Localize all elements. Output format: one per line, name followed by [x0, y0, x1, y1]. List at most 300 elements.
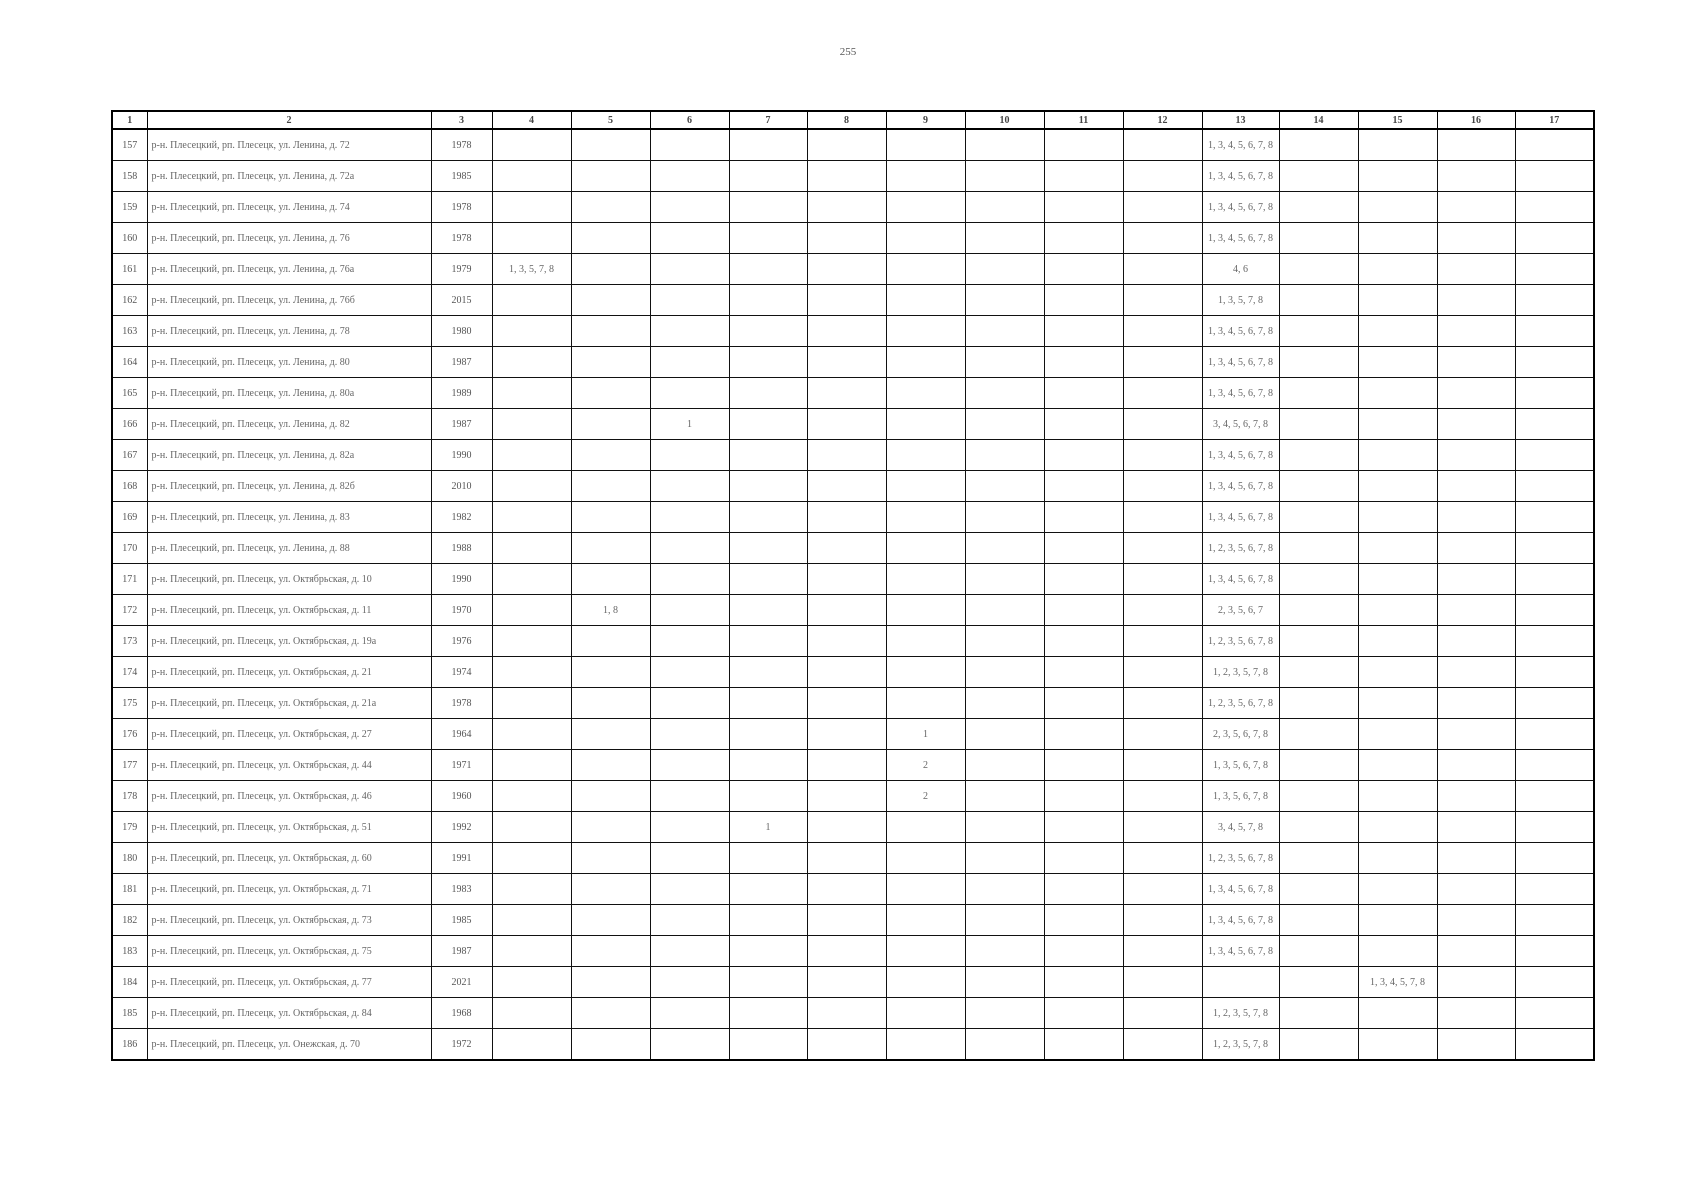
table-cell	[1515, 440, 1594, 471]
table-cell	[1279, 719, 1358, 750]
data-table	[111, 110, 1595, 1061]
table-row	[112, 905, 1594, 936]
address-cell: р-н. Плесецкий, рп. Плесецк, ул. Октябрьская, д. 73	[147, 905, 431, 936]
table-cell	[1044, 564, 1123, 595]
table-cell	[807, 936, 886, 967]
column-header: 11	[1044, 111, 1123, 129]
table-cell	[886, 936, 965, 967]
table-cell	[1515, 967, 1594, 998]
year-cell: 2021	[431, 967, 492, 998]
table-cell	[1515, 905, 1594, 936]
year-cell: 1968	[431, 998, 492, 1029]
table-cell	[1515, 781, 1594, 812]
table-cell: 1, 3, 4, 5, 6, 7, 8	[1202, 564, 1279, 595]
table-cell	[1358, 905, 1437, 936]
table-cell	[1123, 967, 1202, 998]
table-cell	[492, 905, 571, 936]
table-row	[112, 874, 1594, 905]
year-cell: 1970	[431, 595, 492, 626]
address-cell: р-н. Плесецкий, рп. Плесецк, ул. Октябрьская, д. 71	[147, 874, 431, 905]
row-number-cell: 165	[112, 378, 147, 409]
table-cell	[807, 719, 886, 750]
table-cell	[729, 967, 807, 998]
table-cell	[492, 595, 571, 626]
table-cell	[1044, 161, 1123, 192]
table-cell	[965, 129, 1044, 161]
table-cell	[571, 192, 650, 223]
year-cell: 1980	[431, 316, 492, 347]
table-cell	[886, 688, 965, 719]
table-cell	[1437, 719, 1515, 750]
table-cell	[1044, 781, 1123, 812]
table-cell	[650, 223, 729, 254]
address-cell: р-н. Плесецкий, рп. Плесецк, ул. Октябрьская, д. 21а	[147, 688, 431, 719]
table-cell	[1437, 781, 1515, 812]
table-cell	[965, 223, 1044, 254]
table-cell	[1515, 936, 1594, 967]
table-cell	[492, 378, 571, 409]
table-cell	[886, 409, 965, 440]
table-cell	[1437, 657, 1515, 688]
table-cell	[729, 223, 807, 254]
table-cell	[807, 905, 886, 936]
address-cell: р-н. Плесецкий, рп. Плесецк, ул. Ленина, д. 76а	[147, 254, 431, 285]
table-cell	[650, 1029, 729, 1061]
table-cell	[965, 564, 1044, 595]
table-cell	[1044, 285, 1123, 316]
table-cell	[650, 998, 729, 1029]
table-cell	[965, 1029, 1044, 1061]
table-cell	[1123, 688, 1202, 719]
table-cell	[571, 719, 650, 750]
column-header: 12	[1123, 111, 1202, 129]
table-cell: 4, 6	[1202, 254, 1279, 285]
table-cell	[807, 192, 886, 223]
table-cell	[807, 657, 886, 688]
table-cell	[729, 533, 807, 564]
table-cell	[1044, 129, 1123, 161]
table-cell: 1, 3, 4, 5, 6, 7, 8	[1202, 874, 1279, 905]
table-cell	[965, 533, 1044, 564]
table-cell: 2	[886, 781, 965, 812]
table-cell	[807, 378, 886, 409]
table-cell	[729, 471, 807, 502]
table-cell	[1044, 316, 1123, 347]
table-cell	[886, 967, 965, 998]
table-cell	[1123, 812, 1202, 843]
table-cell	[1515, 688, 1594, 719]
row-number-cell: 178	[112, 781, 147, 812]
table-row	[112, 564, 1594, 595]
column-header: 3	[431, 111, 492, 129]
table-cell	[1279, 967, 1358, 998]
table-cell	[1358, 440, 1437, 471]
table-cell	[729, 316, 807, 347]
column-header: 8	[807, 111, 886, 129]
address-cell: р-н. Плесецкий, рп. Плесецк, ул. Октябрьская, д. 27	[147, 719, 431, 750]
table-cell	[807, 316, 886, 347]
table-row	[112, 812, 1594, 843]
table-cell	[1437, 440, 1515, 471]
table-cell	[1515, 254, 1594, 285]
table-cell	[1123, 843, 1202, 874]
table-cell	[650, 440, 729, 471]
table-cell	[571, 657, 650, 688]
table-cell	[1279, 626, 1358, 657]
table-cell	[650, 626, 729, 657]
table-cell	[1279, 874, 1358, 905]
table-cell	[1437, 316, 1515, 347]
table-cell	[729, 843, 807, 874]
table-cell	[1437, 564, 1515, 595]
table-cell	[571, 161, 650, 192]
row-number-cell: 157	[112, 129, 147, 161]
table-cell	[807, 688, 886, 719]
table-cell	[571, 285, 650, 316]
table-cell	[729, 905, 807, 936]
row-number-cell: 185	[112, 998, 147, 1029]
table-cell	[965, 843, 1044, 874]
table-cell	[1358, 874, 1437, 905]
column-header: 2	[147, 111, 431, 129]
table-cell	[1437, 502, 1515, 533]
table-cell	[1515, 874, 1594, 905]
table-cell	[1515, 750, 1594, 781]
row-number-cell: 186	[112, 1029, 147, 1061]
table-cell	[1044, 657, 1123, 688]
table-cell	[571, 936, 650, 967]
table-cell	[729, 688, 807, 719]
table-cell	[1044, 1029, 1123, 1061]
table-cell	[1358, 285, 1437, 316]
table-cell	[571, 812, 650, 843]
address-cell: р-н. Плесецкий, рп. Плесецк, ул. Октябрьская, д. 60	[147, 843, 431, 874]
table-cell	[650, 347, 729, 378]
table-row	[112, 967, 1594, 998]
table-row	[112, 843, 1594, 874]
column-header: 7	[729, 111, 807, 129]
table-cell	[1044, 502, 1123, 533]
table-cell	[886, 316, 965, 347]
table-cell	[886, 192, 965, 223]
row-number-cell: 168	[112, 471, 147, 502]
table-cell	[1437, 223, 1515, 254]
table-cell	[1044, 874, 1123, 905]
address-cell: р-н. Плесецкий, рп. Плесецк, ул. Ленина, д. 80	[147, 347, 431, 378]
table-cell	[807, 781, 886, 812]
table-cell	[886, 378, 965, 409]
table-cell	[650, 874, 729, 905]
table-cell	[1123, 285, 1202, 316]
table-cell	[650, 781, 729, 812]
table-cell	[1358, 812, 1437, 843]
table-cell	[492, 781, 571, 812]
table-cell	[1515, 998, 1594, 1029]
table-cell	[571, 905, 650, 936]
table-cell	[1279, 998, 1358, 1029]
table-cell	[1044, 688, 1123, 719]
table-cell	[571, 502, 650, 533]
table-cell	[571, 626, 650, 657]
table-cell	[1437, 161, 1515, 192]
table-cell	[1358, 533, 1437, 564]
column-header: 15	[1358, 111, 1437, 129]
table-cell	[1123, 502, 1202, 533]
table-row	[112, 378, 1594, 409]
row-number-cell: 167	[112, 440, 147, 471]
table-cell	[965, 502, 1044, 533]
column-header: 6	[650, 111, 729, 129]
table-cell	[1123, 998, 1202, 1029]
table-cell	[1044, 254, 1123, 285]
table-cell	[729, 750, 807, 781]
table-cell	[492, 626, 571, 657]
table-cell	[1123, 161, 1202, 192]
table-cell	[492, 843, 571, 874]
row-number-cell: 182	[112, 905, 147, 936]
table-cell	[965, 626, 1044, 657]
table-cell	[571, 843, 650, 874]
table-cell	[492, 688, 571, 719]
table-cell	[1123, 223, 1202, 254]
address-cell: р-н. Плесецкий, рп. Плесецк, ул. Октябрьская, д. 21	[147, 657, 431, 688]
table-cell	[650, 936, 729, 967]
row-number-cell: 158	[112, 161, 147, 192]
table-cell: 1, 3, 5, 7, 8	[492, 254, 571, 285]
table-cell	[807, 843, 886, 874]
table-cell	[729, 285, 807, 316]
year-cell: 1985	[431, 161, 492, 192]
table-cell	[1437, 378, 1515, 409]
table-cell	[1044, 378, 1123, 409]
table-cell	[729, 347, 807, 378]
table-cell	[1044, 936, 1123, 967]
table-cell	[492, 967, 571, 998]
table-cell	[807, 626, 886, 657]
table-cell	[1279, 688, 1358, 719]
table-cell	[1123, 129, 1202, 161]
table-cell	[729, 595, 807, 626]
table-cell	[1358, 347, 1437, 378]
table-cell	[492, 1029, 571, 1061]
table-cell	[886, 254, 965, 285]
table-cell	[1358, 595, 1437, 626]
table-cell	[965, 378, 1044, 409]
table-cell	[650, 316, 729, 347]
table-row	[112, 626, 1594, 657]
year-cell: 1964	[431, 719, 492, 750]
table-cell	[965, 781, 1044, 812]
row-number-cell: 169	[112, 502, 147, 533]
table-cell	[1437, 874, 1515, 905]
year-cell: 1992	[431, 812, 492, 843]
table-cell	[1279, 781, 1358, 812]
address-cell: р-н. Плесецкий, рп. Плесецк, ул. Октябрьская, д. 77	[147, 967, 431, 998]
table-cell	[1515, 129, 1594, 161]
table-cell	[886, 347, 965, 378]
table-cell	[492, 316, 571, 347]
table-cell	[1123, 471, 1202, 502]
table-cell	[650, 750, 729, 781]
table-row	[112, 936, 1594, 967]
table-cell	[1515, 347, 1594, 378]
table-cell	[1358, 626, 1437, 657]
table-cell: 1, 3, 4, 5, 6, 7, 8	[1202, 161, 1279, 192]
table-cell	[886, 161, 965, 192]
header-row	[112, 111, 1594, 129]
table-cell	[1279, 1029, 1358, 1061]
table-cell	[571, 874, 650, 905]
table-cell	[1044, 812, 1123, 843]
table-cell	[965, 905, 1044, 936]
table-row	[112, 285, 1594, 316]
table-cell: 1, 8	[571, 595, 650, 626]
table-cell	[807, 285, 886, 316]
table-cell	[1437, 533, 1515, 564]
table-cell: 1	[650, 409, 729, 440]
table-cell	[965, 998, 1044, 1029]
table-cell: 2, 3, 5, 6, 7	[1202, 595, 1279, 626]
table-cell	[1358, 843, 1437, 874]
table-cell	[729, 998, 807, 1029]
table-row	[112, 719, 1594, 750]
row-number-cell: 175	[112, 688, 147, 719]
table-row	[112, 192, 1594, 223]
year-cell: 1974	[431, 657, 492, 688]
table-cell	[1515, 626, 1594, 657]
row-number-cell: 170	[112, 533, 147, 564]
table-cell	[1123, 626, 1202, 657]
table-cell	[1437, 998, 1515, 1029]
table-cell	[729, 719, 807, 750]
table-cell	[1358, 409, 1437, 440]
table-cell	[1279, 471, 1358, 502]
address-cell: р-н. Плесецкий, рп. Плесецк, ул. Ленина, д. 76б	[147, 285, 431, 316]
table-cell	[1279, 502, 1358, 533]
table-cell	[1123, 378, 1202, 409]
year-cell: 1989	[431, 378, 492, 409]
row-number-cell: 164	[112, 347, 147, 378]
table-cell	[807, 812, 886, 843]
table-cell	[650, 657, 729, 688]
address-cell: р-н. Плесецкий, рп. Плесецк, ул. Октябрьская, д. 19а	[147, 626, 431, 657]
table-cell	[807, 502, 886, 533]
table-cell: 1, 3, 4, 5, 6, 7, 8	[1202, 347, 1279, 378]
table-cell: 1, 3, 4, 5, 6, 7, 8	[1202, 905, 1279, 936]
table-cell	[1279, 812, 1358, 843]
table-cell	[1437, 409, 1515, 440]
year-cell: 1990	[431, 564, 492, 595]
table-cell	[807, 223, 886, 254]
table-cell	[1515, 502, 1594, 533]
table-cell	[1279, 440, 1358, 471]
table-cell	[886, 533, 965, 564]
table-cell	[1515, 378, 1594, 409]
address-cell: р-н. Плесецкий, рп. Плесецк, ул. Ленина, д. 78	[147, 316, 431, 347]
table-cell	[571, 471, 650, 502]
address-cell: р-н. Плесецкий, рп. Плесецк, ул. Октябрьская, д. 46	[147, 781, 431, 812]
address-cell: р-н. Плесецкий, рп. Плесецк, ул. Ленина, д. 72а	[147, 161, 431, 192]
table-cell	[965, 719, 1044, 750]
table-row	[112, 223, 1594, 254]
table-cell	[1123, 409, 1202, 440]
year-cell: 1987	[431, 409, 492, 440]
table-cell	[1044, 843, 1123, 874]
table-cell	[650, 564, 729, 595]
table-cell	[492, 533, 571, 564]
table-cell	[492, 564, 571, 595]
table-cell: 1, 2, 3, 5, 7, 8	[1202, 657, 1279, 688]
table-cell	[1358, 129, 1437, 161]
table-cell	[1437, 1029, 1515, 1061]
table-cell: 1, 3, 4, 5, 6, 7, 8	[1202, 440, 1279, 471]
column-header: 4	[492, 111, 571, 129]
table-cell	[1515, 719, 1594, 750]
table-cell	[807, 533, 886, 564]
table-cell	[650, 905, 729, 936]
table-row	[112, 688, 1594, 719]
table-cell	[1123, 1029, 1202, 1061]
table-cell	[886, 440, 965, 471]
table-cell	[807, 471, 886, 502]
table-cell	[729, 129, 807, 161]
table-cell	[965, 688, 1044, 719]
table-cell	[650, 285, 729, 316]
table-row	[112, 129, 1594, 161]
year-cell: 1979	[431, 254, 492, 285]
table-cell	[886, 843, 965, 874]
year-cell: 1971	[431, 750, 492, 781]
table-cell	[492, 812, 571, 843]
table-cell	[1515, 564, 1594, 595]
table-cell	[807, 129, 886, 161]
table-cell	[492, 502, 571, 533]
table-cell	[1358, 1029, 1437, 1061]
table-cell	[886, 657, 965, 688]
table-cell	[650, 533, 729, 564]
column-header: 9	[886, 111, 965, 129]
table-cell	[1358, 750, 1437, 781]
table-cell	[571, 750, 650, 781]
table-cell	[886, 564, 965, 595]
table-cell	[1123, 750, 1202, 781]
table-cell	[1437, 192, 1515, 223]
row-number-cell: 179	[112, 812, 147, 843]
table-row	[112, 316, 1594, 347]
table-cell	[1437, 936, 1515, 967]
table-cell	[886, 285, 965, 316]
table-cell	[1123, 595, 1202, 626]
table-cell	[965, 967, 1044, 998]
table-cell	[1437, 905, 1515, 936]
table-cell	[1358, 657, 1437, 688]
table-cell	[650, 471, 729, 502]
table-cell	[1279, 409, 1358, 440]
table-cell	[965, 657, 1044, 688]
table-cell	[1044, 905, 1123, 936]
year-cell: 1982	[431, 502, 492, 533]
table-cell	[1123, 192, 1202, 223]
table-cell	[1123, 936, 1202, 967]
table-cell	[571, 316, 650, 347]
table-cell	[1358, 223, 1437, 254]
address-cell: р-н. Плесецкий, рп. Плесецк, ул. Ленина, д. 82а	[147, 440, 431, 471]
table-cell	[1044, 750, 1123, 781]
year-cell: 1985	[431, 905, 492, 936]
row-number-cell: 183	[112, 936, 147, 967]
table-cell	[492, 285, 571, 316]
table-cell	[965, 812, 1044, 843]
